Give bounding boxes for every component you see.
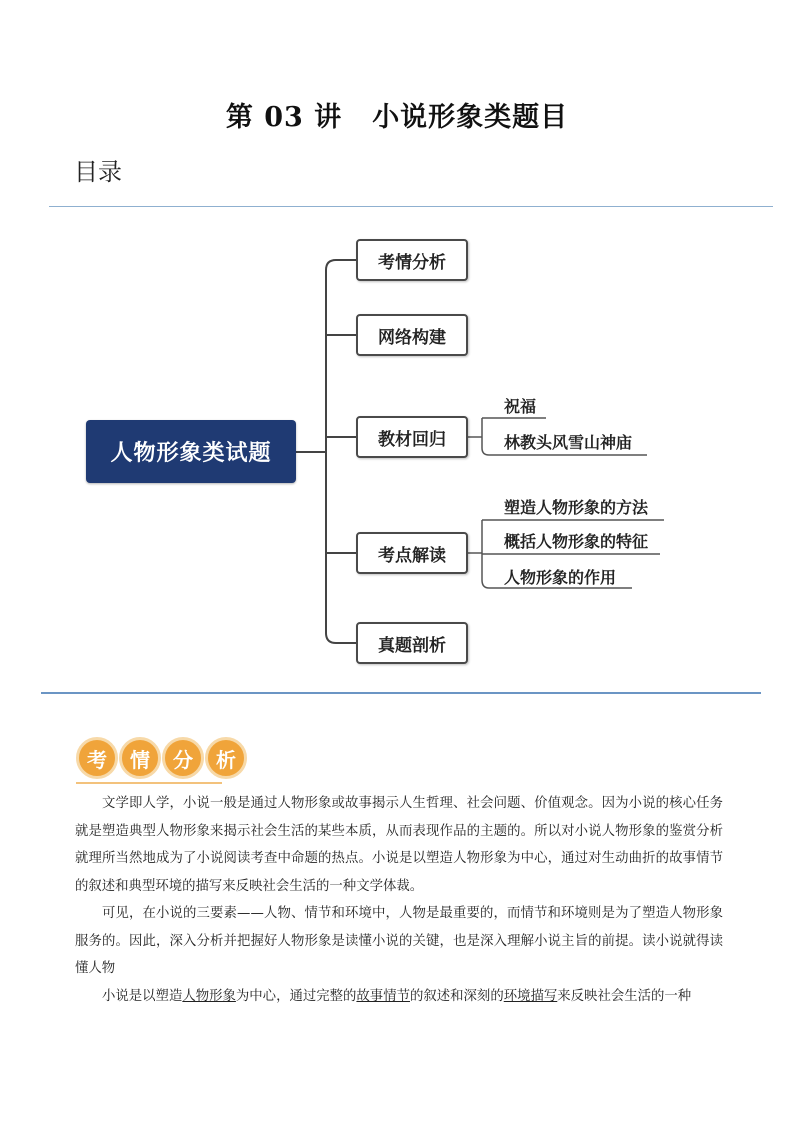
paragraph-3 — [75, 983, 723, 1011]
leaf-lin-jiaotou: 林教头风雪山神庙 — [504, 433, 633, 452]
paragraph-2: 可见，在小说的三要素——人物、情节和环境中，人物是最重要的，而情节和环境则是为了塑造人物形象服务的。因此，深入分析并把握好人物形象是读懂小说的关键，也是深入理解小说主旨的前提。读小说就得读懂人物 — [75, 906, 723, 976]
text-run: 为中心，通过完整的 — [235, 989, 357, 1004]
branch-network-construction: 网络构建 — [356, 314, 468, 356]
lesson-topic: 小说形象类题目 — [372, 102, 569, 133]
toc-heading: 目录 — [74, 158, 122, 186]
divider-top — [49, 206, 773, 207]
branch-keypoint-interpretation: 考点解读 — [356, 532, 468, 574]
mindmap-root: 人物形象类试题 — [86, 420, 296, 483]
divider-bottom — [41, 692, 761, 694]
lesson-number: 第 03 讲 — [225, 102, 343, 133]
branch-textbook-review: 教材回归 — [356, 416, 468, 458]
leaf-zhufu: 祝福 — [504, 397, 537, 416]
branch-exam-analysis: 考情分析 — [356, 239, 468, 281]
text-run: 的叙述和深刻的 — [409, 989, 504, 1004]
underlined-term: 人物形象 — [182, 989, 236, 1004]
leaf-character-role: 人物形象的作用 — [504, 568, 617, 587]
badge-char: 考 — [76, 737, 118, 779]
paragraph-1: 文学即人学，小说一般是通过人物形象或故事揭示人生哲理、社会问题、价值观念。因为小说的核心任务就是塑造典型人物形象来揭示社会生活的某些本质，从而表现作品的主题的。所以对小说人物形象的鉴赏分析就理所当然地成为了小说阅读考查中命题的热点。小说是以塑造人物形象为中心，通过对生动曲折的故事情节的叙述和典型环境的描写来反映社会生活的一种文学体裁。 — [75, 796, 723, 894]
document-title — [0, 95, 794, 134]
badge-underline — [76, 782, 222, 784]
underlined-term: 环境描写 — [503, 989, 558, 1004]
underlined-term: 故事情节 — [356, 989, 410, 1004]
badge-char: 情 — [119, 737, 161, 779]
leaf-summarize-features: 概括人物形象的特征 — [504, 532, 649, 551]
badge-char: 析 — [205, 737, 247, 779]
text-run: 来反映社会生活的一种 — [557, 989, 692, 1004]
branch-real-question-analysis: 真题剖析 — [356, 622, 468, 664]
text-run: 小说是以塑造 — [102, 989, 183, 1004]
leaf-shaping-methods: 塑造人物形象的方法 — [504, 498, 649, 517]
badge-char: 分 — [162, 737, 204, 779]
section-badge — [76, 737, 248, 785]
